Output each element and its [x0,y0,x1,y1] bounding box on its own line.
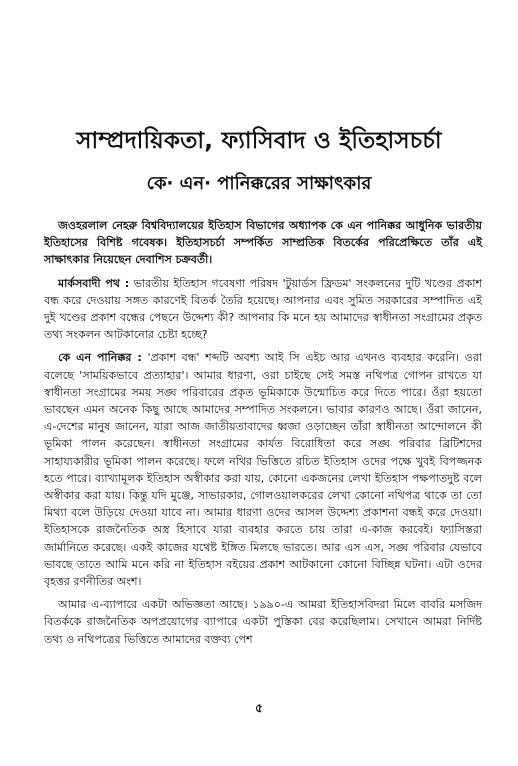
article-body [44,217,482,654]
intro-paragraph: জওহরলাল নেহরু বিশ্ববিদ্যালয়ের ইতিহাস বিভাগের অধ্যাপক কে এন পানিক্কর আধুনিক ভারতীয় ইতিহাসের বিশিষ্ট গবেষক। ইতিহাসচর্চা সম্পর্কিত সাম্প্রতিক বিতর্কের পরিপ্রেক্ষিতে তাঁর এই সাক্ষাৎকার নিয়েছেন দেবাশিস চক্রবর্তী। [44,219,482,267]
article-title: সাম্প্রদায়িকতা, ফ্যাসিবাদ ও ইতিহাসচর্চা [76,128,442,154]
question-paragraph [44,275,482,344]
answer-paragraph [44,349,482,590]
answer-text: 'প্রকাশ বন্ধ' শব্দটি অবশ্য আই সি এইচ আর এখনও ব্যবহার করেনি। ওরা বলেছে 'সাময়িকভাবে প্রত্যাহার'। আমার ধারণা, ওরা চাইছে সেই সমস্ত নথিপত্র গোপন রাখতে যা স্বাধীনতা সংগ্রামের সময় সঙ্ঘ পরিবারের প্রকৃত ভূমিকাকে উন্মোচিত করে দিতে পারে। ওঁরা হয়তো ভাবছেন এমন অনেক কিছু আছে আমাদের সম্পাদিত সংকলনে। ভাবার কারণও আছে। ওঁরা জানেন, এ-দেশের মানুষ জানেন, যারা আজ জাতীয়তাবাদের ধ্বজা ওড়াচ্ছেন তাঁরা স্বাধীনতা আন্দোলনে কী ভূমিকা পালন করেছেন। স্বাধীনতা সংগ্রামের কার্যত বিরোধিতা করে সঙ্ঘ পরিবার ব্রিটিশদের সাহায্যকারীর ভূমিকা পালন করেছে। ফলে নথির ভিত্তিতে রচিত ইতিহাস ওদের পক্ষে খুবই বিপজ্জনক হতে পারে। ব্যাখ্যামূলক ইতিহাস অস্বীকার করা যায়, কোনো একজনের লেখা ইতিহাস পক্ষপাতদুষ্ট বলে অস্বীকার করা যায়। কিন্তু যদি মুঞ্জে, সাভারকার, গোলওয়ালকরের লেখা কোনো নথিপত্র থাকে তা তো মিথ্যা বলে উড়িয়ে দেওয়া যাবে না। আমার ধারণা ওদের আসল উদ্দেশ্য প্রকাশনা বন্ধই করে দেওয়া। ইতিহাসকে রাজনৈতিক অস্ত্র হিসাবে যারা ব্যবহার করতে চায় তারা এ-কাজ করবেই। ফ্যাসিস্তরা জার্মানিতে করেছে। একই কাজের যথেষ্ট ইঙ্গিত মিলছে ভারতে। আর এস এস, সঙ্ঘ পরিবার যেভাবে ভাবছে তাতে আমি মনে করি না ইতিহাস বইয়ের প্রকাশ আটকানো কোনো বিচ্ছিন্ন ঘটনা। এটা ওদের বৃহত্তর রণনীতির অংশ। [44,351,483,589]
page-number: ৫ [255,701,263,715]
answer-speaker: কে এন পানিক্কর : [58,351,142,365]
question-text: ভারতীয় ইতিহাস গবেষণা পরিষদ 'টুয়ার্ডস ফ্রিডম' সংকলনের দুটি খণ্ডের প্রকাশ বন্ধ করে দেওয়ায় সঙ্গত কারণেই বিতর্ক তৈরি হয়েছে। আপনার এবং সুমিত সরকারের সম্পাদিত এই দুই খণ্ডের প্রকাশ বন্ধের পেছনে উদ্দেশ্য কী? আপনার কি মনে হয় আমাদের স্বাধীনতা সংগ্রামের প্রকৃত তথ্য সংকলন আটকানোর চেষ্টা হচ্ছে? [44,276,482,342]
continuation-paragraph: আমার এ-ব্যাপারে একটা অভিজ্ঞতা আছে। ১৯৯০-এ আমরা ইতিহাসবিদরা মিলে বাবরি মসজিদ বিতর্ককে রাজনৈতিক অপপ্রয়োগের ব্যাপারে একটা পুস্তিকা বের করেছিলাম। সেখানে আমরা নির্দিষ্ট তথ্য ও নথিপত্রের ভিত্তিতে আমাদের বক্তব্য পেশ [44,598,482,646]
article-subtitle: কে· এন· পানিক্করের সাক্ষাৎকার [146,173,372,194]
question-speaker: মার্কসবাদী পথ : [58,276,130,290]
